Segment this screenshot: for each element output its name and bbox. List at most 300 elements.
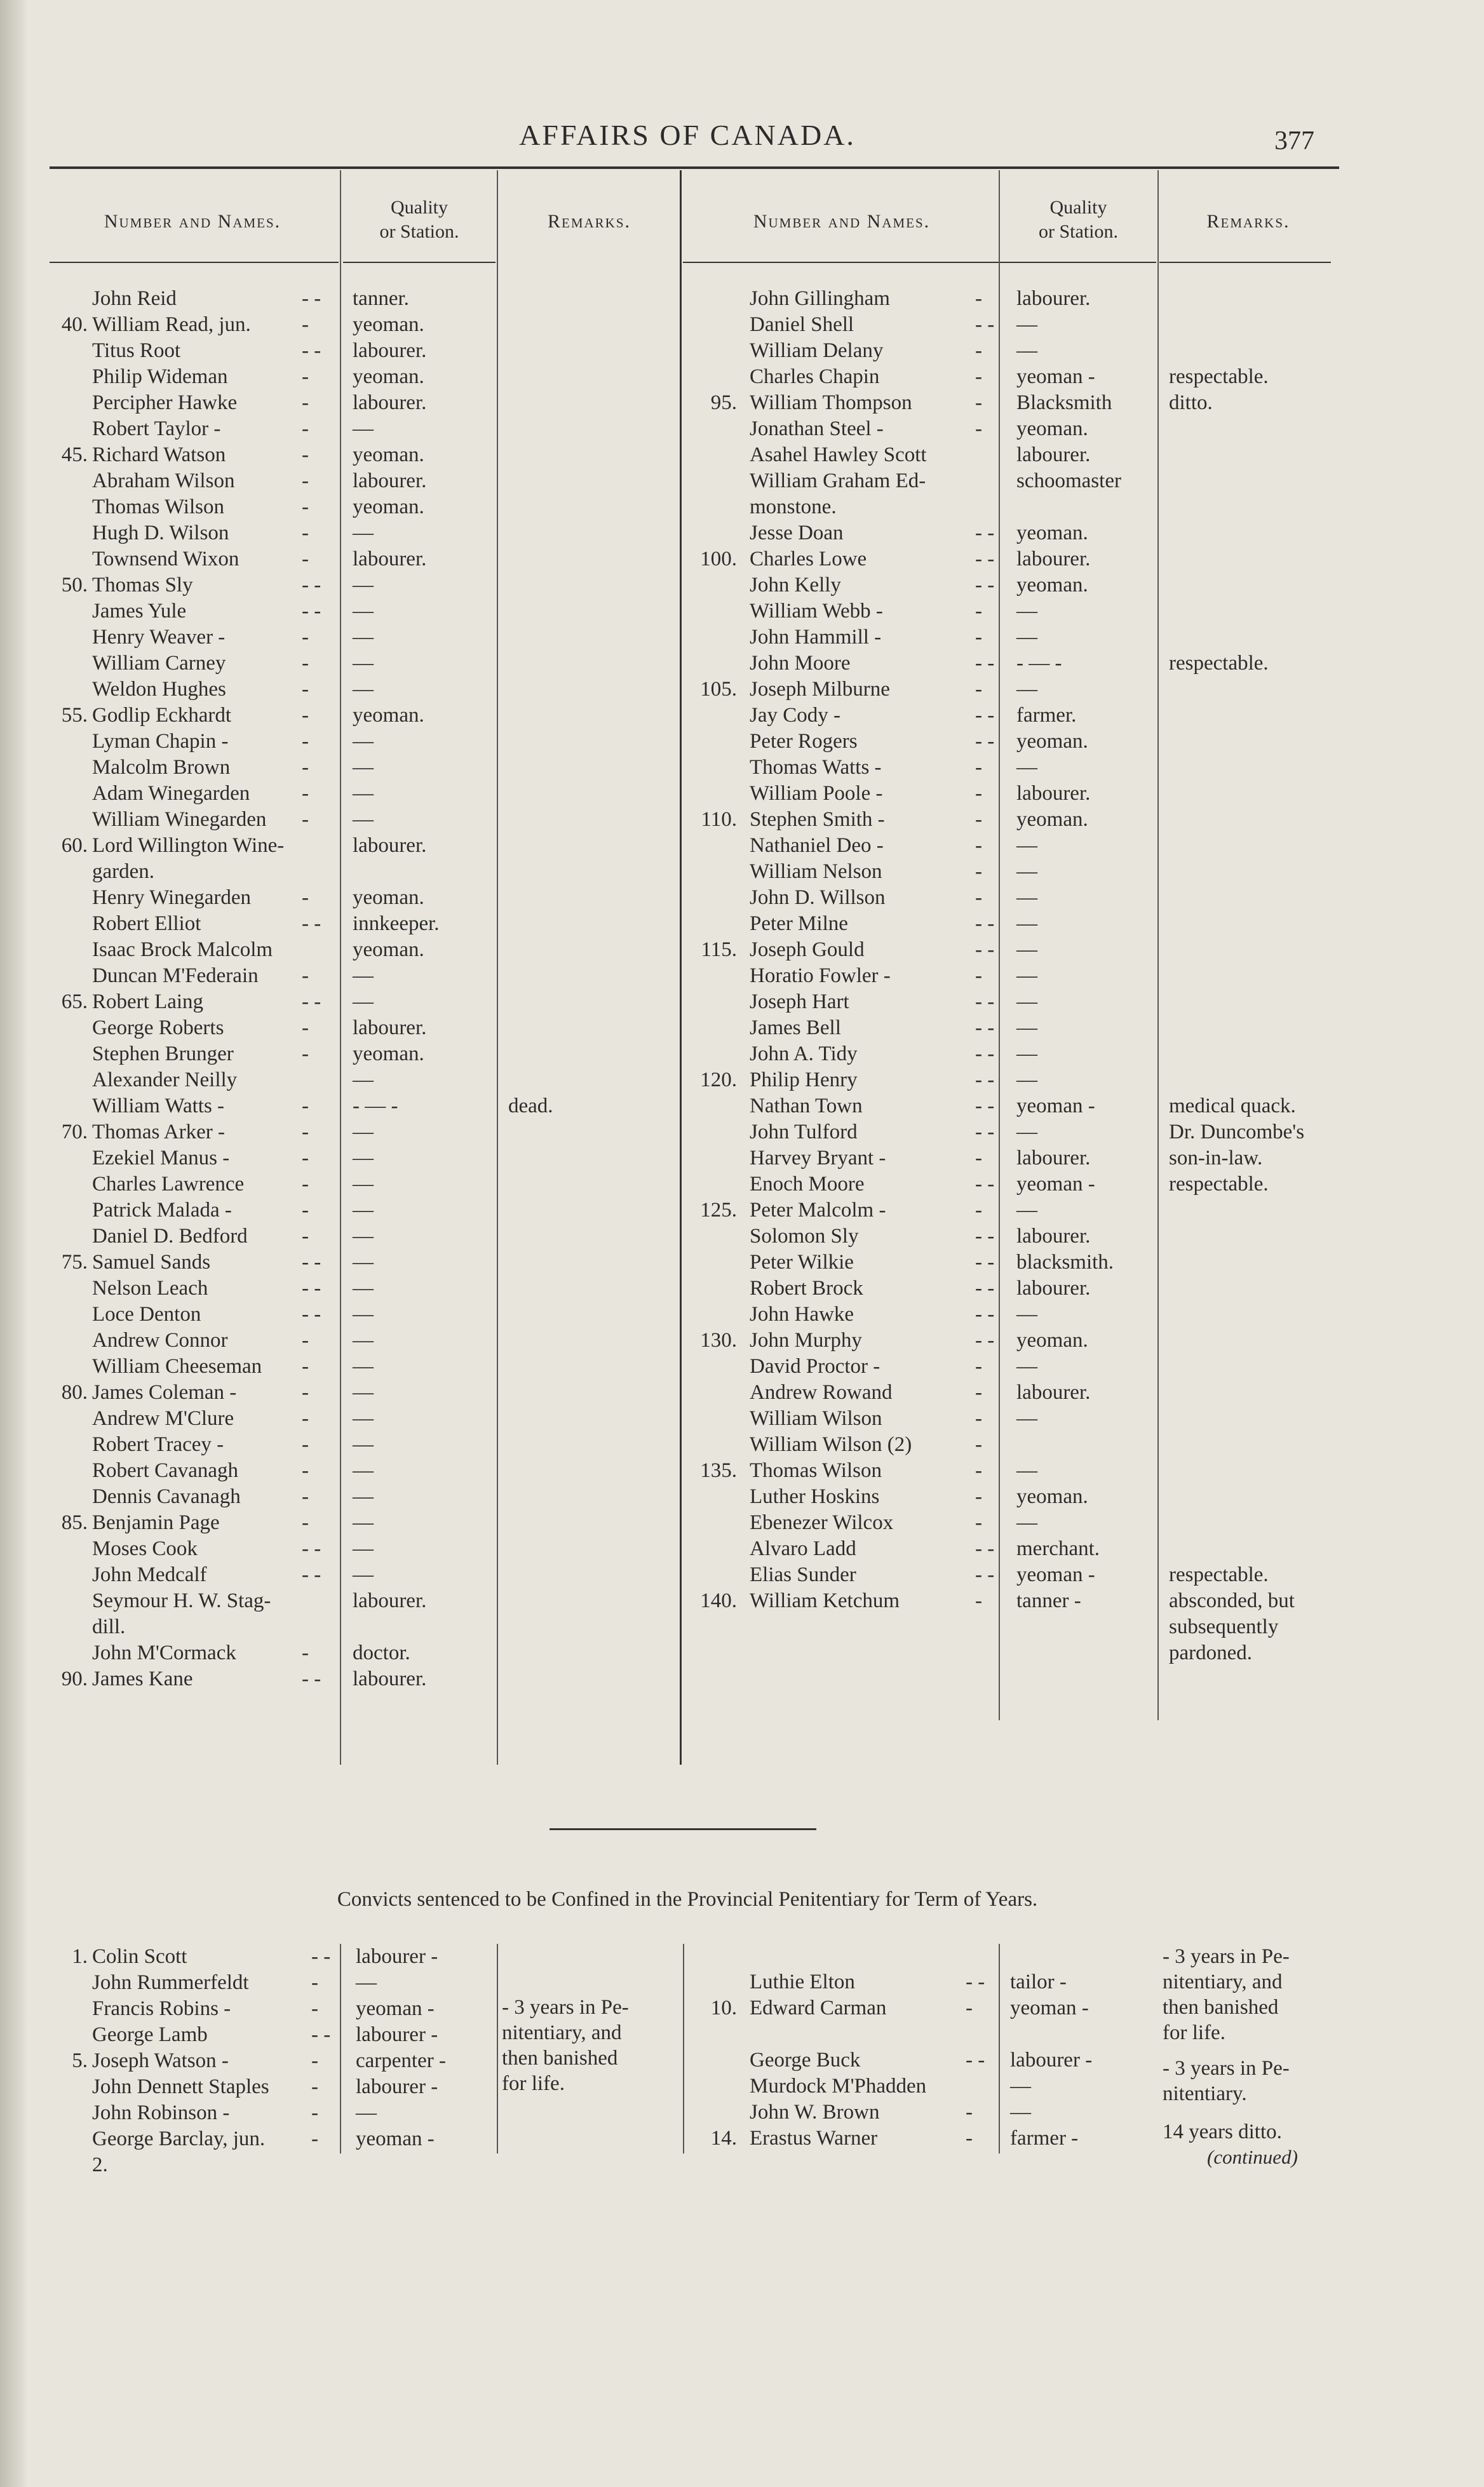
- entry-name: Philip Henry: [750, 1068, 858, 1091]
- entry-quality: —: [353, 600, 374, 623]
- remark-line: then banished: [502, 2047, 618, 2070]
- entry-name: Joseph Hart: [750, 990, 849, 1013]
- entry-dash: - -: [975, 938, 995, 961]
- entry-quality: yeoman -: [1010, 1997, 1089, 2019]
- entry-name: William Read, jun.: [92, 313, 251, 336]
- entry-dash: - -: [302, 287, 321, 310]
- entry-name: Horatio Fowler -: [750, 964, 891, 987]
- entry-quality: —: [1016, 886, 1037, 909]
- convicts-caption: Convicts sentenced to be Confined in the Provincial Penitentiary for Term of Years.: [337, 1888, 1038, 1911]
- entry-dash: - -: [975, 1121, 995, 1143]
- table-row: [0, 520, 1484, 546]
- entry-number: 90.: [61, 1668, 88, 1690]
- entry-dash: -: [302, 1381, 309, 1404]
- entry-quality: —: [353, 1381, 374, 1404]
- entry-number: 140.: [700, 1589, 737, 1612]
- entry-dash: -: [311, 2101, 318, 2124]
- entry-dash: - -: [966, 1971, 985, 1993]
- entry-dash: -: [302, 1147, 309, 1169]
- entry-dash: -: [302, 886, 309, 909]
- entry-name: Joseph Milburne: [750, 678, 890, 701]
- entry-quality: labourer.: [353, 391, 427, 414]
- heading-rule-right-quality: [1001, 262, 1156, 263]
- entry-number: 100.: [700, 548, 737, 570]
- entry-dash: -: [311, 2127, 318, 2150]
- table-row: [0, 1432, 1484, 1457]
- entry-name: David Proctor -: [750, 1355, 880, 1378]
- entry-name: Benjamin Page: [92, 1511, 220, 1534]
- entry-dash: -: [975, 365, 982, 388]
- entry-name: Alexander Neilly: [92, 1068, 238, 1091]
- entry-number: 120.: [700, 1068, 737, 1091]
- table-row: [0, 1276, 1484, 1301]
- entry-name: Loce Denton: [92, 1303, 201, 1326]
- entry-quality: —: [353, 990, 374, 1013]
- entry-quality: —: [1016, 1355, 1037, 1378]
- entry-name: dill.: [92, 1615, 126, 1638]
- entry-name: Samuel Sands: [92, 1251, 211, 1274]
- entry-name: Thomas Wilson: [750, 1459, 882, 1482]
- convicts-right-remarks-group2: [1163, 2056, 1290, 2106]
- entry-dash: - -: [975, 574, 995, 596]
- entry-quality: carpenter -: [356, 2049, 446, 2072]
- table-row: [0, 572, 1484, 598]
- entry-quality: —: [1016, 1068, 1037, 1091]
- table-row: [0, 650, 1484, 676]
- table-row: [0, 859, 1484, 884]
- entry-name: Luthie Elton: [750, 1971, 855, 1993]
- entry-dash: -: [302, 548, 309, 570]
- entry-name: John Moore: [750, 652, 851, 675]
- entry-quality: labourer.: [1016, 548, 1091, 570]
- entry-name: Thomas Watts -: [750, 756, 882, 779]
- table-row: [0, 1328, 1484, 1353]
- table-row: [0, 1015, 1484, 1041]
- table-row: [0, 286, 1484, 311]
- entry-quality: tanner -: [1016, 1589, 1081, 1612]
- table-row: [0, 963, 1484, 988]
- entry-dash: -: [302, 678, 309, 701]
- entry-dash: - -: [975, 313, 995, 336]
- entry-dash: -: [302, 443, 309, 466]
- table-row: [0, 1354, 1484, 1379]
- entry-dash: - -: [302, 1251, 321, 1274]
- entry-name: William Webb -: [750, 600, 883, 623]
- entry-quality: tailor -: [1010, 1971, 1067, 1993]
- entry-name: Edward Carman: [750, 1997, 887, 2019]
- entry-quality: labourer.: [353, 469, 427, 492]
- table-row: [0, 911, 1484, 936]
- entry-remark: son-in-law.: [1169, 1147, 1263, 1169]
- entry-quality: —: [1016, 1199, 1037, 1222]
- table-row: [0, 1041, 1484, 1067]
- entry-dash: - -: [975, 704, 995, 727]
- entry-name: John Hawke: [750, 1303, 854, 1326]
- entry-dash: -: [975, 1589, 982, 1612]
- table-row: [0, 1484, 1484, 1509]
- entry-quality: yeoman.: [1016, 574, 1088, 596]
- entry-quality: —: [353, 1277, 374, 1300]
- entry-quality: labourer.: [1016, 1147, 1091, 1169]
- entry-name: George Lamb: [92, 2023, 208, 2046]
- entry-dash: -: [302, 1199, 309, 1222]
- entry-dash: - -: [302, 1563, 321, 1586]
- entry-name: monstone.: [750, 495, 837, 518]
- quality-heading-line2: or Station.: [379, 221, 459, 242]
- entry-number: 1.: [72, 1945, 88, 1968]
- entry-quality: Blacksmith: [1016, 391, 1112, 414]
- entry-number: 55.: [61, 704, 88, 727]
- entry-quality: —: [353, 1147, 374, 1169]
- entry-name: Hugh D. Wilson: [92, 522, 229, 544]
- entry-dash: - -: [302, 1668, 321, 1690]
- entry-name: Malcolm Brown: [92, 756, 231, 779]
- entry-name: Robert Elliot: [92, 912, 201, 935]
- entry-quality: yeoman -: [356, 1997, 435, 2020]
- entry-dash: -: [975, 756, 982, 779]
- entry-dash: - -: [302, 1537, 321, 1560]
- table-row: [0, 677, 1484, 702]
- entry-name: William Nelson: [750, 860, 882, 883]
- entry-name: John Gillingham: [750, 287, 890, 310]
- entry-quality: - — -: [1016, 652, 1062, 675]
- entry-dash: - -: [975, 1095, 995, 1117]
- entry-dash: -: [311, 2075, 318, 2098]
- entry-dash: -: [975, 339, 982, 362]
- entry-dash: - -: [975, 1537, 995, 1560]
- entry-name: Philip Wideman: [92, 365, 228, 388]
- entry-dash: -: [302, 365, 309, 388]
- entry-dash: - -: [975, 1303, 995, 1326]
- section-separator-rule: [550, 1828, 816, 1830]
- entry-name: Dennis Cavanagh: [92, 1485, 241, 1508]
- entry-number: 110.: [701, 808, 737, 831]
- entry-name: James Bell: [750, 1016, 841, 1039]
- entry-name: Erastus Warner: [750, 2127, 878, 2150]
- entry-name: William Wilson: [750, 1407, 882, 1430]
- entry-quality: yeoman.: [1016, 808, 1088, 831]
- table-row: [0, 937, 1484, 962]
- entry-dash: -: [975, 834, 982, 857]
- entry-name: Jesse Doan: [750, 522, 844, 544]
- table-row: [0, 1588, 1484, 1614]
- entry-name: Robert Laing: [92, 990, 204, 1013]
- quality-heading-line2: or Station.: [1039, 221, 1118, 242]
- entry-name: William Graham Ed-: [750, 469, 926, 492]
- entry-quality: —: [1016, 912, 1037, 935]
- entry-dash: -: [302, 652, 309, 675]
- entry-name: Percipher Hawke: [92, 391, 238, 414]
- table-row: [0, 807, 1484, 832]
- entry-name: Peter Wilkie: [750, 1251, 854, 1274]
- entry-dash: - -: [975, 1329, 995, 1352]
- entry-quality: —: [353, 1511, 374, 1534]
- header-rule: [50, 166, 1339, 169]
- entry-quality: labourer.: [1016, 443, 1091, 466]
- entry-dash: -: [302, 756, 309, 779]
- entry-name: William Watts -: [92, 1095, 225, 1117]
- entry-name: Henry Winegarden: [92, 886, 252, 909]
- table-row: [0, 442, 1484, 468]
- remark-line: - 3 years in Pe-: [1163, 2057, 1290, 2080]
- entry-name: Jonathan Steel -: [750, 417, 884, 440]
- entry-name: Robert Tracey -: [92, 1433, 224, 1456]
- entry-number: 115.: [701, 938, 737, 961]
- entry-remark: respectable.: [1169, 365, 1269, 388]
- entry-quality: labourer.: [353, 1668, 427, 1690]
- entry-dash: - -: [975, 1563, 995, 1586]
- entry-quality: labourer -: [356, 1945, 438, 1968]
- entry-dash: - -: [302, 600, 321, 623]
- entry-quality: yeoman.: [353, 704, 424, 727]
- entry-name: Murdock M'Phadden: [750, 2075, 927, 2098]
- entry-quality: —: [1016, 1407, 1037, 1430]
- entry-name: John Reid: [92, 287, 177, 310]
- entry-dash: -: [975, 1459, 982, 1482]
- entry-number: 65.: [61, 990, 88, 1013]
- entry-name: Peter Rogers: [750, 730, 858, 753]
- table-row: [0, 1093, 1484, 1119]
- entry-name: Ebenezer Wilcox: [750, 1511, 894, 1534]
- entry-quality: —: [353, 1251, 374, 1274]
- entry-name: Nathaniel Deo -: [750, 834, 884, 857]
- entry-number: 125.: [700, 1199, 737, 1222]
- entry-dash: -: [975, 1355, 982, 1378]
- entry-number: 95.: [710, 391, 737, 414]
- table-row: [0, 1562, 1484, 1587]
- entry-quality: yeoman.: [353, 313, 424, 336]
- entry-quality: —: [1010, 2075, 1031, 2098]
- entry-name: Asahel Hawley Scott: [750, 443, 927, 466]
- entry-quality: —: [353, 1355, 374, 1378]
- entry-dash: -: [302, 495, 309, 518]
- table-row: [0, 416, 1484, 441]
- table-row: [0, 1302, 1484, 1327]
- entry-name: Colin Scott: [92, 1945, 187, 1968]
- remark-line: for life.: [502, 2072, 565, 2095]
- entry-remark: ditto.: [1169, 391, 1213, 414]
- entry-name: Moses Cook: [92, 1537, 198, 1560]
- entry-name: William Poole -: [750, 782, 883, 805]
- running-title: AFFAIRS OF CANADA.: [519, 119, 856, 151]
- entry-dash: - -: [975, 1016, 995, 1039]
- entry-name: Thomas Sly: [92, 574, 193, 596]
- entry-dash: -: [302, 1355, 309, 1378]
- entry-quality: yeoman.: [1016, 417, 1088, 440]
- entry-dash: -: [966, 2127, 973, 2150]
- entry-dash: - -: [975, 1068, 995, 1091]
- entry-quality: —: [1016, 313, 1037, 336]
- entry-name: John Murphy: [750, 1329, 862, 1352]
- entry-dash: -: [302, 313, 309, 336]
- entry-quality: farmer -: [1010, 2127, 1079, 2150]
- entry-number: 80.: [61, 1381, 88, 1404]
- entry-dash: -: [302, 1641, 309, 1664]
- entry-name: William Ketchum: [750, 1589, 900, 1612]
- entry-quality: —: [353, 756, 374, 779]
- entry-quality: —: [1016, 1303, 1037, 1326]
- table-row: [0, 1197, 1484, 1223]
- entry-quality: —: [356, 1971, 377, 1994]
- entry-name: Patrick Malada -: [92, 1199, 232, 1222]
- entry-dash: -: [975, 964, 982, 987]
- entry-dash: - -: [302, 990, 321, 1013]
- entry-quality: —: [1016, 678, 1037, 701]
- entry-dash: -: [975, 886, 982, 909]
- table-row: [0, 1171, 1484, 1197]
- entry-name: William Winegarden: [92, 808, 267, 831]
- entry-name: John Hammill -: [750, 626, 882, 649]
- entry-dash: - -: [966, 2049, 985, 2072]
- entry-name: Abraham Wilson: [92, 469, 235, 492]
- entry-dash: - -: [975, 730, 995, 753]
- table-row: [0, 1250, 1484, 1275]
- entry-dash: - -: [302, 339, 321, 362]
- entry-quality: —: [353, 626, 374, 649]
- remark-line: nitentiary, and: [1163, 1971, 1283, 1993]
- table-row: [0, 729, 1484, 754]
- entry-quality: labourer.: [1016, 287, 1091, 310]
- entry-name: Townsend Wixon: [92, 548, 239, 570]
- entry-quality: —: [353, 1068, 374, 1091]
- entry-dash: -: [302, 1121, 309, 1143]
- entry-name: Andrew M'Clure: [92, 1407, 234, 1430]
- entry-name: Stephen Brunger: [92, 1042, 234, 1065]
- entry-quality: —: [1016, 756, 1037, 779]
- entry-quality: —: [353, 1303, 374, 1326]
- entry-remark: medical quack.: [1169, 1095, 1296, 1117]
- entry-name: Harvey Bryant -: [750, 1147, 886, 1169]
- entry-quality: —: [1016, 1016, 1037, 1039]
- table-row: [0, 1119, 1484, 1145]
- table-row: [0, 703, 1484, 728]
- heading-rule-left-quality: [343, 262, 496, 263]
- entry-dash: -: [302, 1485, 309, 1508]
- entry-dash: -: [975, 1485, 982, 1508]
- entry-name: Daniel Shell: [750, 313, 854, 336]
- entry-quality: labourer.: [1016, 1381, 1091, 1404]
- entry-quality: merchant.: [1016, 1537, 1100, 1560]
- entry-dash: -: [302, 391, 309, 414]
- entry-name: Andrew Rowand: [750, 1381, 893, 1404]
- entry-dash: -: [975, 417, 982, 440]
- entry-remark: respectable.: [1169, 1173, 1269, 1196]
- entry-name: Andrew Connor: [92, 1329, 228, 1352]
- table-row: [0, 1067, 1484, 1093]
- entry-quality: —: [353, 522, 374, 544]
- table-row: [0, 1640, 1484, 1666]
- table-row: [0, 1536, 1484, 1561]
- entry-quality: —: [353, 1485, 374, 1508]
- entry-name: James Kane: [92, 1668, 193, 1690]
- entry-dash: - -: [975, 1173, 995, 1196]
- entry-dash: - -: [302, 912, 321, 935]
- entry-dash: -: [975, 1511, 982, 1534]
- entry-dash: -: [975, 860, 982, 883]
- entry-number: 5.: [72, 2049, 88, 2072]
- entry-quality: —: [353, 1433, 374, 1456]
- entry-dash: -: [975, 678, 982, 701]
- entry-quality: schoomaster: [1016, 469, 1121, 492]
- entry-dash: -: [302, 1225, 309, 1248]
- remark-line: - 3 years in Pe-: [502, 1996, 629, 2019]
- entry-quality: yeoman.: [1016, 1329, 1088, 1352]
- entry-quality: —: [1016, 1042, 1037, 1065]
- entry-dash: -: [975, 626, 982, 649]
- entry-dash: -: [975, 1199, 982, 1222]
- entry-dash: -: [966, 2101, 973, 2124]
- entry-quality: yeoman.: [1016, 730, 1088, 753]
- entry-quality: yeoman.: [1016, 522, 1088, 544]
- entry-name: Enoch Moore: [750, 1173, 865, 1196]
- entry-name: Henry Weaver -: [92, 626, 226, 649]
- entry-name: William Cheeseman: [92, 1355, 262, 1378]
- table-row: [0, 1510, 1484, 1535]
- entry-quality: yeoman.: [1016, 1485, 1088, 1508]
- entry-name: James Yule: [92, 600, 187, 623]
- entry-quality: —: [1016, 938, 1037, 961]
- entry-quality: farmer.: [1016, 704, 1077, 727]
- entry-quality: —: [353, 808, 374, 831]
- entry-name: John Dennett Staples: [92, 2075, 269, 2098]
- entry-remark: Dr. Duncombe's: [1169, 1121, 1305, 1143]
- entry-quality: doctor.: [353, 1641, 410, 1664]
- entry-name: Ezekiel Manus -: [92, 1147, 230, 1169]
- remark-line: then banished: [1163, 1996, 1279, 2019]
- entry-name: Seymour H. W. Stag-: [92, 1589, 271, 1612]
- entry-number: 50.: [61, 574, 88, 596]
- table-row: [0, 338, 1484, 363]
- entry-number: 45.: [61, 443, 88, 466]
- entry-dash: -: [302, 730, 309, 753]
- table-row: [0, 494, 1484, 520]
- entry-name: Richard Watson: [92, 443, 226, 466]
- heading-rule-right: [683, 262, 1001, 263]
- entry-name: Charles Chapin: [750, 365, 880, 388]
- entry-quality: —: [353, 1199, 374, 1222]
- remark-line: for life.: [1163, 2021, 1225, 2044]
- entry-name: Stephen Smith -: [750, 808, 885, 831]
- entry-dash: -: [975, 391, 982, 414]
- entry-dash: -: [302, 704, 309, 727]
- entry-dash: -: [302, 808, 309, 831]
- entry-number: 70.: [61, 1121, 88, 1143]
- entry-quality: yeoman -: [356, 2127, 435, 2150]
- entry-name: James Coleman -: [92, 1381, 237, 1404]
- entry-dash: - -: [975, 1251, 995, 1274]
- entry-quality: labourer.: [1016, 782, 1091, 805]
- entry-dash: - -: [975, 912, 995, 935]
- entry-dash: -: [302, 1407, 309, 1430]
- entry-name: Nathan Town: [750, 1095, 863, 1117]
- table-row: [0, 546, 1484, 572]
- entry-quality: tanner.: [353, 287, 409, 310]
- entry-quality: —: [353, 1121, 374, 1143]
- table-row: [0, 1614, 1484, 1640]
- table-row: [0, 1458, 1484, 1483]
- entry-name: Alvaro Ladd: [750, 1537, 856, 1560]
- entry-name: John Medcalf: [92, 1563, 207, 1586]
- entry-name: John W. Brown: [750, 2101, 880, 2124]
- entry-quality: labourer -: [356, 2023, 438, 2046]
- table-row: [0, 1145, 1484, 1171]
- entry-dash: -: [975, 1381, 982, 1404]
- entry-quality: yeoman.: [353, 443, 424, 466]
- entry-quality: —: [353, 1459, 374, 1482]
- entry-name: William Wilson (2): [750, 1433, 912, 1456]
- convicts-right-remark-last: 14 years ditto.: [1163, 2120, 1282, 2143]
- entry-quality: —: [1010, 2101, 1031, 2124]
